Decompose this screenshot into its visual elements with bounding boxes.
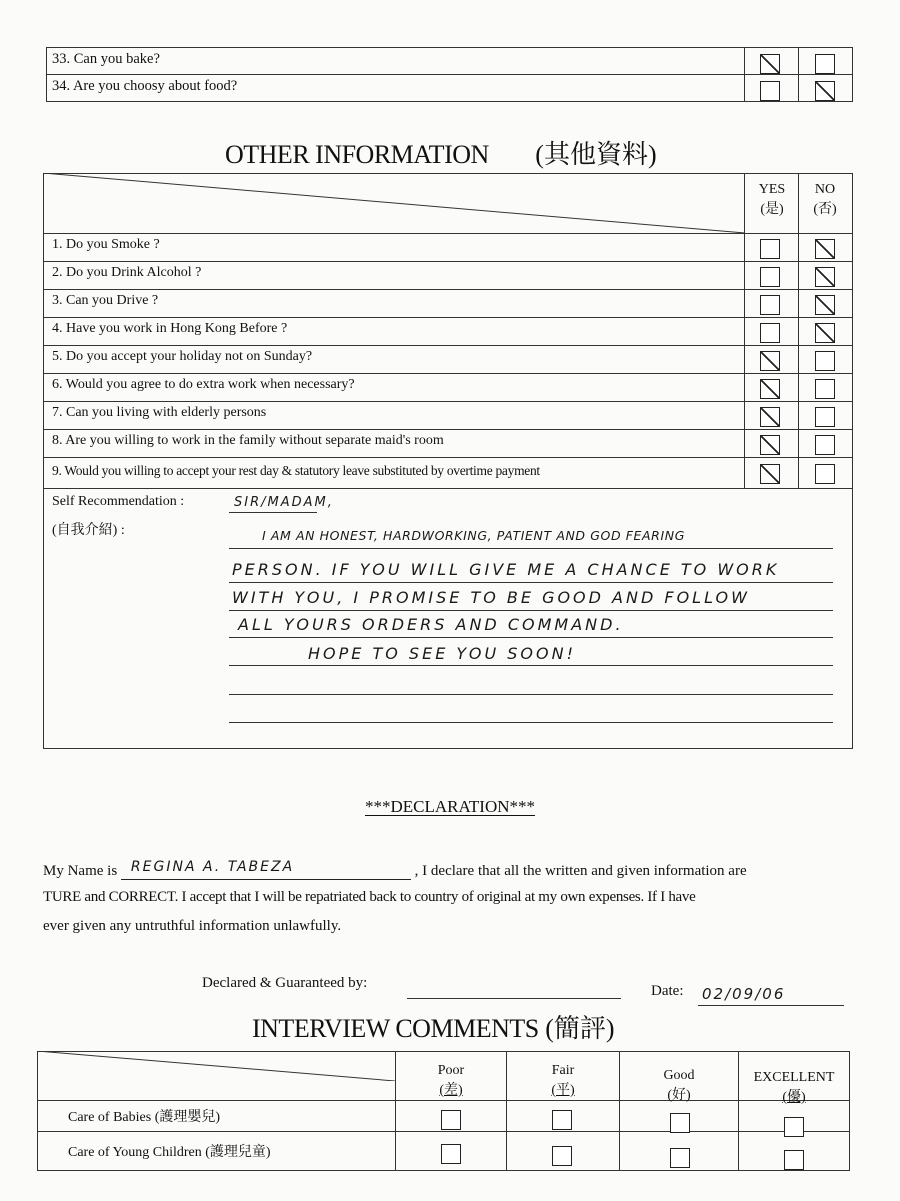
col-label-cn: (差)	[439, 1083, 463, 1098]
question-label: 9. Would you willing to accept your rest day & statutory leave substituted by overtime payment	[52, 463, 540, 478]
handwritten-text: WITH YOU, I PROMISE TO BE GOOD AND FOLLOW	[232, 588, 750, 607]
question-label: 3. Can you Drive ?	[52, 293, 159, 308]
date-label: Date:	[651, 983, 684, 999]
writing-line	[229, 694, 833, 695]
writing-line	[229, 722, 833, 723]
row-divider	[43, 429, 853, 430]
row-label: Care of Babies (護理嬰兒)	[68, 1110, 221, 1125]
writing-line	[229, 548, 833, 549]
checkmark	[816, 240, 834, 258]
writing-line	[229, 582, 833, 583]
table-border	[798, 47, 799, 102]
table-border	[46, 47, 47, 102]
signature-line[interactable]	[407, 998, 621, 999]
yes-checkbox[interactable]	[760, 267, 780, 287]
declaration-heading	[0, 797, 900, 817]
rating-checkbox[interactable]	[441, 1110, 461, 1130]
row-divider	[43, 457, 853, 458]
no-checkbox[interactable]	[815, 435, 835, 455]
row-divider	[43, 261, 853, 262]
rating-checkbox[interactable]	[441, 1144, 461, 1164]
yes-checkbox[interactable]	[760, 54, 780, 74]
guaranteed-row	[202, 975, 367, 992]
checkmark	[761, 55, 779, 73]
col-label-cn: (優)	[782, 1090, 806, 1105]
writing-line	[229, 748, 833, 749]
no-checkbox[interactable]	[815, 295, 835, 315]
no-checkbox[interactable]	[815, 379, 835, 399]
checkmark	[761, 436, 779, 454]
interview-heading-cn: (簡評)	[545, 1014, 615, 1043]
question-label: 2. Do you Drink Alcohol ?	[52, 265, 202, 280]
yes-checkbox[interactable]	[760, 464, 780, 484]
date-row	[651, 983, 683, 1000]
section-heading	[225, 134, 657, 171]
yes-checkbox[interactable]	[760, 239, 780, 259]
rating-checkbox[interactable]	[552, 1110, 572, 1130]
table-border	[37, 1131, 849, 1132]
col-good-header	[620, 1066, 738, 1106]
yes-checkbox[interactable]	[760, 435, 780, 455]
no-checkbox[interactable]	[815, 351, 835, 371]
writing-line	[229, 637, 833, 638]
col-fair-header	[507, 1061, 619, 1101]
table-border	[852, 173, 853, 749]
writing-line	[229, 665, 833, 666]
col-excellent-header	[739, 1068, 849, 1108]
row-divider	[43, 373, 853, 374]
writing-line	[229, 512, 317, 513]
yes-checkbox[interactable]	[760, 351, 780, 371]
col-no-label-cn: (否)	[813, 202, 837, 217]
checkmark	[816, 82, 834, 100]
question-label: 33. Can you bake?	[52, 51, 160, 67]
col-label: Poor	[437, 1063, 465, 1078]
table-border	[744, 47, 745, 102]
yes-checkbox[interactable]	[760, 407, 780, 427]
no-checkbox[interactable]	[815, 239, 835, 259]
guaranteed-label: Declared & Guaranteed by:	[202, 975, 368, 991]
rating-checkbox[interactable]	[784, 1117, 804, 1137]
handwritten-text: SIR/MADAM,	[234, 495, 334, 510]
col-poor-header	[396, 1061, 506, 1101]
declaration-line-2: TURE and CORRECT. I accept that I will be repatriated back to country of original at my own expenses. If I have	[43, 889, 696, 905]
rating-checkbox[interactable]	[670, 1148, 690, 1168]
interview-heading-en: INTERVIEW COMMENTS	[252, 1014, 539, 1043]
table-border	[43, 173, 44, 749]
header-diagonal	[43, 173, 745, 233]
name-prefix: My Name is	[43, 863, 118, 879]
no-checkbox[interactable]	[815, 407, 835, 427]
date-value: 02/09/06	[702, 985, 786, 1003]
row-divider	[43, 233, 853, 234]
col-label: Good	[663, 1068, 695, 1083]
col-yes-label: YES	[758, 182, 786, 197]
question-label: 7. Can you living with elderly persons	[52, 405, 267, 420]
no-checkbox[interactable]	[815, 81, 835, 101]
yes-checkbox[interactable]	[760, 295, 780, 315]
col-label-cn: (平)	[551, 1083, 575, 1098]
declaration-text: , I declare that all the written and given information are	[414, 863, 747, 879]
question-label: 4. Have you work in Hong Kong Before ?	[52, 321, 288, 336]
col-yes-label-cn: (是)	[760, 202, 784, 217]
col-label-cn: (好)	[667, 1088, 691, 1103]
rating-checkbox[interactable]	[784, 1150, 804, 1170]
checkmark	[761, 380, 779, 398]
self-rec-label-cn: (自我介紹) :	[52, 523, 125, 538]
table-border	[46, 101, 852, 102]
date-line[interactable]	[698, 1005, 844, 1006]
row-divider	[43, 317, 853, 318]
handwritten-text: PERSON. IF YOU WILL GIVE ME A CHANCE TO WORK	[232, 560, 780, 579]
table-border	[46, 47, 852, 48]
handwritten-text: ALL YOURS ORDERS AND COMMAND.	[238, 615, 624, 634]
heading-en: OTHER INFORMATION	[225, 140, 489, 169]
row-label: Care of Young Children (護理兒童)	[68, 1145, 271, 1160]
table-border	[852, 47, 853, 102]
checkmark	[761, 352, 779, 370]
handwritten-text: I AM AN HONEST, HARDWORKING, PATIENT AND GOD FEARING	[262, 528, 685, 543]
declaration-line-3: ever given any untruthful information unlawfully.	[43, 918, 342, 934]
question-label: 1. Do you Smoke ?	[52, 237, 160, 252]
checkmark	[761, 465, 779, 483]
interview-heading	[252, 1008, 615, 1045]
question-label: 8. Are you willing to work in the family without separate maid's room	[52, 433, 444, 448]
heading-cn: (其他資料)	[535, 140, 657, 169]
name-field[interactable]	[121, 859, 411, 880]
name-value: REGINA A. TABEZA	[130, 859, 295, 875]
no-checkbox[interactable]	[815, 267, 835, 287]
declaration-heading-text: ***DECLARATION***	[365, 797, 535, 816]
no-checkbox[interactable]	[815, 54, 835, 74]
question-label: 6. Would you agree to do extra work when necessary?	[52, 377, 355, 392]
checkmark	[816, 324, 834, 342]
col-label: Fair	[551, 1063, 575, 1078]
table-border	[849, 1051, 850, 1171]
rating-checkbox[interactable]	[670, 1113, 690, 1133]
no-checkbox[interactable]	[815, 323, 835, 343]
row-divider	[43, 488, 853, 489]
checkmark	[816, 268, 834, 286]
col-label: EXCELLENT	[753, 1070, 835, 1085]
header-diagonal	[37, 1051, 395, 1081]
col-yes-header	[750, 180, 794, 220]
col-no-label: NO	[814, 182, 836, 197]
writing-line	[229, 610, 833, 611]
table-border	[46, 74, 852, 75]
yes-checkbox[interactable]	[760, 81, 780, 101]
yes-checkbox[interactable]	[760, 379, 780, 399]
row-divider	[43, 289, 853, 290]
table-border	[798, 173, 799, 489]
row-divider	[43, 345, 853, 346]
handwritten-text: HOPE TO SEE YOU SOON!	[308, 644, 576, 663]
question-label: 34. Are you choosy about food?	[52, 78, 238, 94]
col-no-header	[803, 180, 847, 220]
checkmark	[761, 408, 779, 426]
self-rec-label: Self Recommendation :	[52, 494, 185, 509]
question-label: 5. Do you accept your holiday not on Sunday?	[52, 349, 313, 364]
no-checkbox[interactable]	[815, 464, 835, 484]
declaration-line-1	[43, 859, 747, 880]
table-border	[37, 1170, 849, 1171]
rating-checkbox[interactable]	[552, 1146, 572, 1166]
row-divider	[43, 401, 853, 402]
yes-checkbox[interactable]	[760, 323, 780, 343]
checkmark	[816, 296, 834, 314]
